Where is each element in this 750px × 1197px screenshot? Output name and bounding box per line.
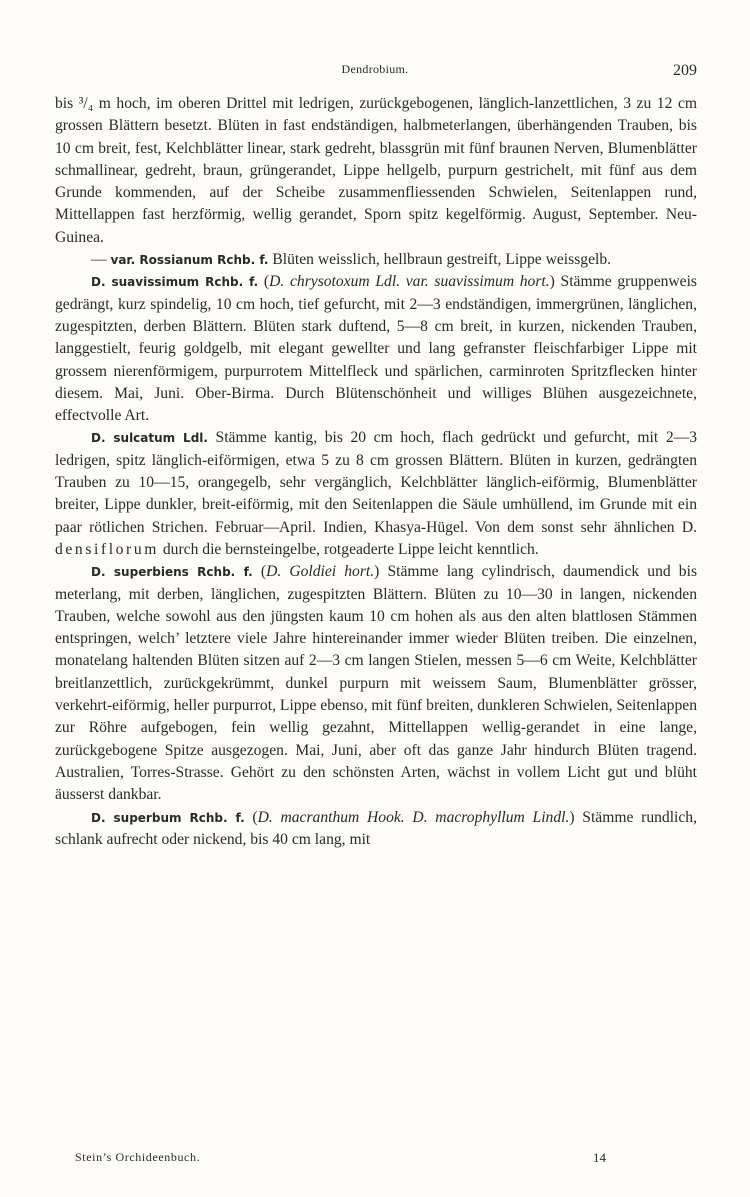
species-name: D. superbum Rchb. f.: [91, 810, 245, 825]
paragraph: D. superbiens Rchb. f. (D. Goldiei hort.) Stämme lang cylindrisch, daumendick und bis meterlang, mit derben, länglichen, zugespitzten Blättern. Blüten zu 10—30 in langen, nickenden Trauben, welche sowohl aus den jüngsten kaum 10 cm hohen als aus den alten blattlosen Stämmen entspringen, welch’ letztere viele Jahre hintereinander immer wieder Blüten treiben. Die einzelnen, monatelang haltenden Blüten sitzen auf 2—3 cm langen Stielen, messen 5—6 cm Weite, Kelchblätter breitlanzettlich, zurückgekrümmt, dunkel purpurn mit weissem Saum, Blumenblätter grösser, verkehrt-eiförmig, heller purpurrot, Lippe ebenso, mit fünf breiten, dunkleren Schwielen, Seitenlappen zur Röhre aufgebogen, fein wellig gezahnt, Mittellappen wellig-gerandet in eine lange, zurückgebogene Spitze ausgezogen. Mai, Juni, aber oft das ganze Jahr hindurch Blüten tragend. Australien, Torres-Strasse. Gehört zu den schönsten Arten, wächst in vollem Licht gut und blüht äusserst dankbar.: [55, 563, 698, 804]
species-name: D. superbiens Rchb. f.: [91, 565, 253, 580]
paragraph: D. suavissimum Rchb. f. (D. chrysotoxum Ldl. var. suavissimum hort.) Stämme gruppenweis gedrängt, kurz spindelig, 10 cm hoch, tief gefurcht, mit 2—3 endständigen, immergrünen, länglichen, zugespitzten, derben Blättern. Blüten stark duftend, 5—8 cm breit, in kurzen, nickenden Trauben, langgestielt, feurig goldgelb, mit elegant gewellter und lang gefranster fleischfarbiger Lippe mit grossem nierenförmigem, purpurrotem Mittelfleck und spärlichen, carminroten Spritzflecken hinter diesem. Mai, Juni. Ober-Birma. Durch Blütenschönheit und williges Blühen ausgezeichnete, effectvolle Art.: [55, 273, 698, 425]
footer-signature: 14: [593, 1150, 606, 1165]
footer-book-title: Stein’s Orchideenbuch.: [75, 1150, 201, 1164]
paragraph: D. superbum Rchb. f. (D. macranthum Hook. D. macrophyllum Lindl.) Stämme rundlich, schlank aufrecht oder nickend, bis 40 cm lang, mit: [55, 808, 697, 848]
species-name: D. sulcatum Ldl.: [91, 431, 208, 446]
emphasis-spaced: densiflorum: [55, 540, 159, 558]
paragraph: bis ³/₄ m hoch, im oberen Drittel mit ledrigen, zurückgebogenen, länglich-lanzettlichen, 3 zu 12 cm grossen Blättern besetzt. Blüten in fast endständigen, halbmeterlangen, überhängenden Trauben, bis 10 cm breit, fest, Kelchblätter linear, stark gedreht, blassgrün mit fünf braunen Nerven, Blumenblätter schmallinear, gedreht, braun, grüngerandet, Lippe hellgelb, purpurn gestrichelt, mit fünf aus dem Grunde kommenden, auf der Scheibe zusammenfliessenden Schwielen, Seitenlappen rund, Mittellappen fast herzförmig, wellig gerandet, Sporn spitz kegelförmig. August, September. Neu-Guinea.: [55, 95, 697, 246]
body-text: [55, 93, 697, 851]
paragraph: D. sulcatum Ldl. Stämme kantig, bis 20 cm hoch, flach gedrückt und gefurcht, mit 2—3 ledrigen, spitz länglich-eiförmigen, etwa 5 zu 8 cm grossen Blättern. Blüten in kurzen, gedrängten Trauben zu 10—15, orangegelb, sehr vergänglich, Kelchblätter länglich-eiförmig, Blumenblätter breiter, Lippe dunkler, breit-eiförmig, mit den Seitenlappen die Säule umhüllend, im Grunde mit ein paar rötlichen Strichen. Februar—April. Indien, Khasya-Hügel. Von dem sonst sehr ähnlichen D. densiflorum durch die bernsteingelbe, rotgeaderte Lippe leicht kenntlich.: [55, 429, 698, 558]
species-name: var. Rossianum Rchb. f.: [110, 253, 269, 268]
page-number: 209: [673, 62, 697, 79]
species-name: D. suavissimum Rchb. f.: [91, 275, 259, 290]
synonym: D. chrysotoxum Ldl. var. suavissimum hort.: [269, 273, 550, 291]
synonym: D. Goldiei hort.: [266, 563, 375, 581]
paragraph: — var. Rossianum Rchb. f. Blüten weisslich, hellbraun gestreift, Lippe weissgelb.: [91, 251, 612, 269]
synonym: D. macranthum Hook. D. macrophyllum Lindl.: [257, 808, 570, 826]
running-title: Dendrobium.: [341, 62, 409, 76]
running-head: [0, 62, 750, 82]
